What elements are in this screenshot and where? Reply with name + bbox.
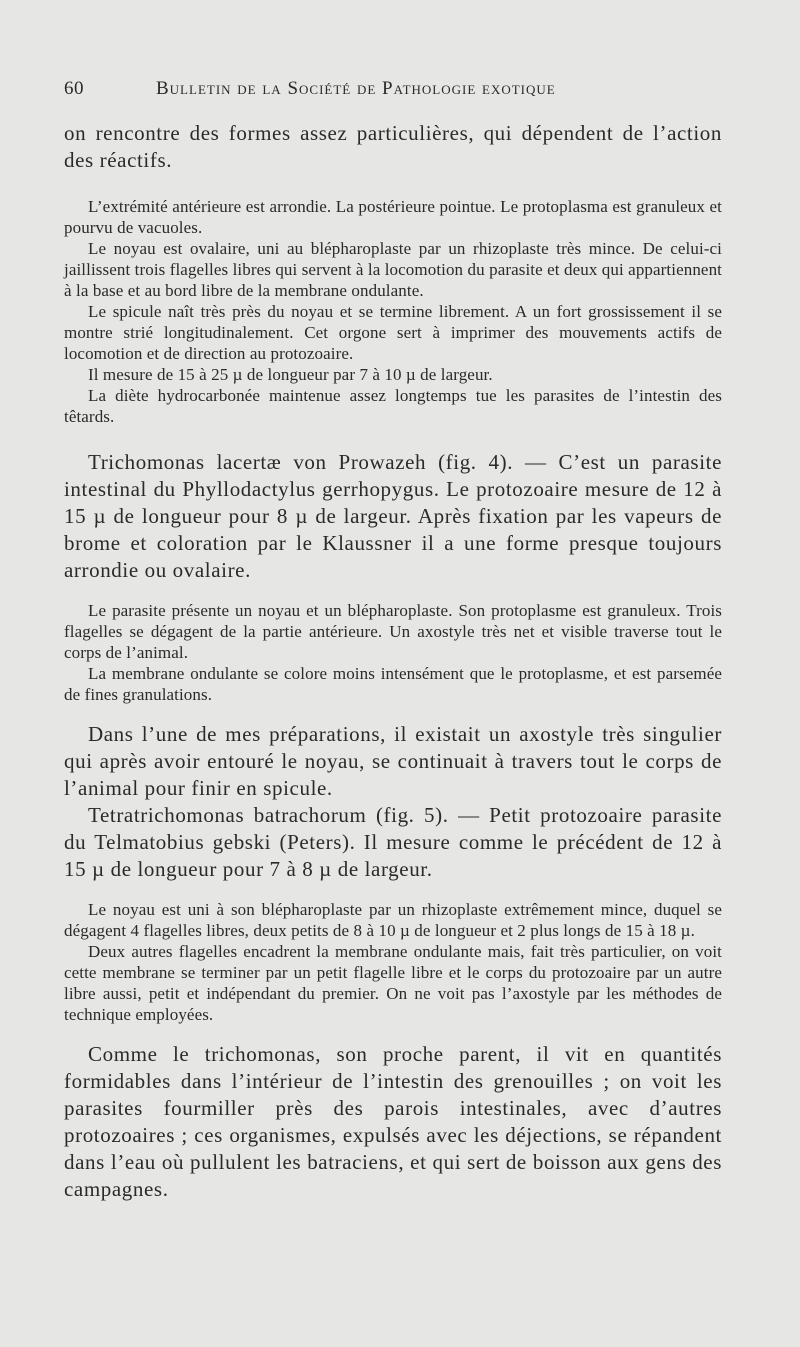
running-title: Bulletin de la Société de Pathologie exotique — [156, 78, 556, 99]
paragraph: Trichomonas lacertæ von Prowazeh (fig. 4). — C’est un parasite intestinal du Phyllodactylus gerrhopygus. Le protozoaire mesure de 12 à 15 µ de longueur pour 8 µ de largeur. Après fixation par les vapeurs de brome et coloration par le Klaussner il a une forme presque toujours arrondie ou ovalaire. — [64, 450, 722, 582]
paragraph: La membrane ondulante se colore moins intensément que le protoplasme, et est parsemée de fines granulations. — [64, 664, 722, 704]
body-text — [64, 120, 722, 1203]
paragraph: Deux autres flagelles encadrent la membrane ondulante mais, fait très particulier, on voit cette membrane se terminer par un petit flagelle libre et le corps du protozoaire par un autre libre aussi, petit et indépendant du premier. On ne voit pas l’axostyle par les méthodes de technique employées. — [64, 942, 722, 1024]
paragraph: L’extrémité antérieure est arrondie. La postérieure pointue. Le protoplasma est granuleux et pourvu de vacuoles. — [64, 197, 722, 237]
paragraph: Le parasite présente un noyau et un blépharoplaste. Son protoplasme est granuleux. Trois flagelles se dégagent de la partie antérieure. Un axostyle très net et visible traverse tout le corps de l’animal. — [64, 601, 722, 662]
paragraph: Le noyau est ovalaire, uni au blépharoplaste par un rhizoplaste très mince. De celui-ci jaillissent trois flagelles libres qui servent à la locomotion du parasite et deux qui appartiennent à la base et au bord libre de la membrane ondulante. — [64, 239, 722, 300]
paragraph: Comme le trichomonas, son proche parent, il vit en quantités formidables dans l’intérieur de l’intestin des grenouilles ; on voit les parasites fourmiller près des parois intestinales, avec d’autres protozoaires ; ces organismes, expulsés avec les déjections, se répandent dans l’eau où pullulent les batraciens, et qui sert de boisson aux gens des campagnes. — [64, 1042, 722, 1201]
page-header — [64, 78, 722, 120]
paragraph: Tetratrichomonas batrachorum (fig. 5). — Petit protozoaire parasite du Telmatobius gebski (Peters). Il mesure comme le précédent de 12 à 15 µ de longueur pour 7 à 8 µ de largeur. — [64, 803, 722, 881]
paragraph: on rencontre des formes assez particulières, qui dépendent de l’action des réactifs. — [64, 121, 722, 172]
page-number: 60 — [64, 78, 84, 99]
paragraph: Le noyau est uni à son blépharoplaste par un rhizoplaste extrêmement mince, duquel se dégagent 4 flagelles libres, deux petits de 8 à 10 µ de longueur et 2 plus longs de 15 à 18 µ. — [64, 900, 722, 940]
paragraph: Il mesure de 15 à 25 µ de longueur par 7 à 10 µ de largeur. — [88, 365, 493, 384]
paragraph: Dans l’une de mes préparations, il existait un axostyle très singulier qui après avoir entouré le noyau, se continuait à travers tout le corps de l’animal pour finir en spicule. — [64, 722, 722, 800]
paragraph: La diète hydrocarbonée maintenue assez longtemps tue les parasites de l’intestin des têtards. — [64, 386, 722, 426]
paragraph: Le spicule naît très près du noyau et se termine librement. A un fort grossissement il se montre strié longitudinalement. Cet orgone sert à imprimer des mouvements actifs de locomotion et de direction au protozoaire. — [64, 302, 722, 363]
